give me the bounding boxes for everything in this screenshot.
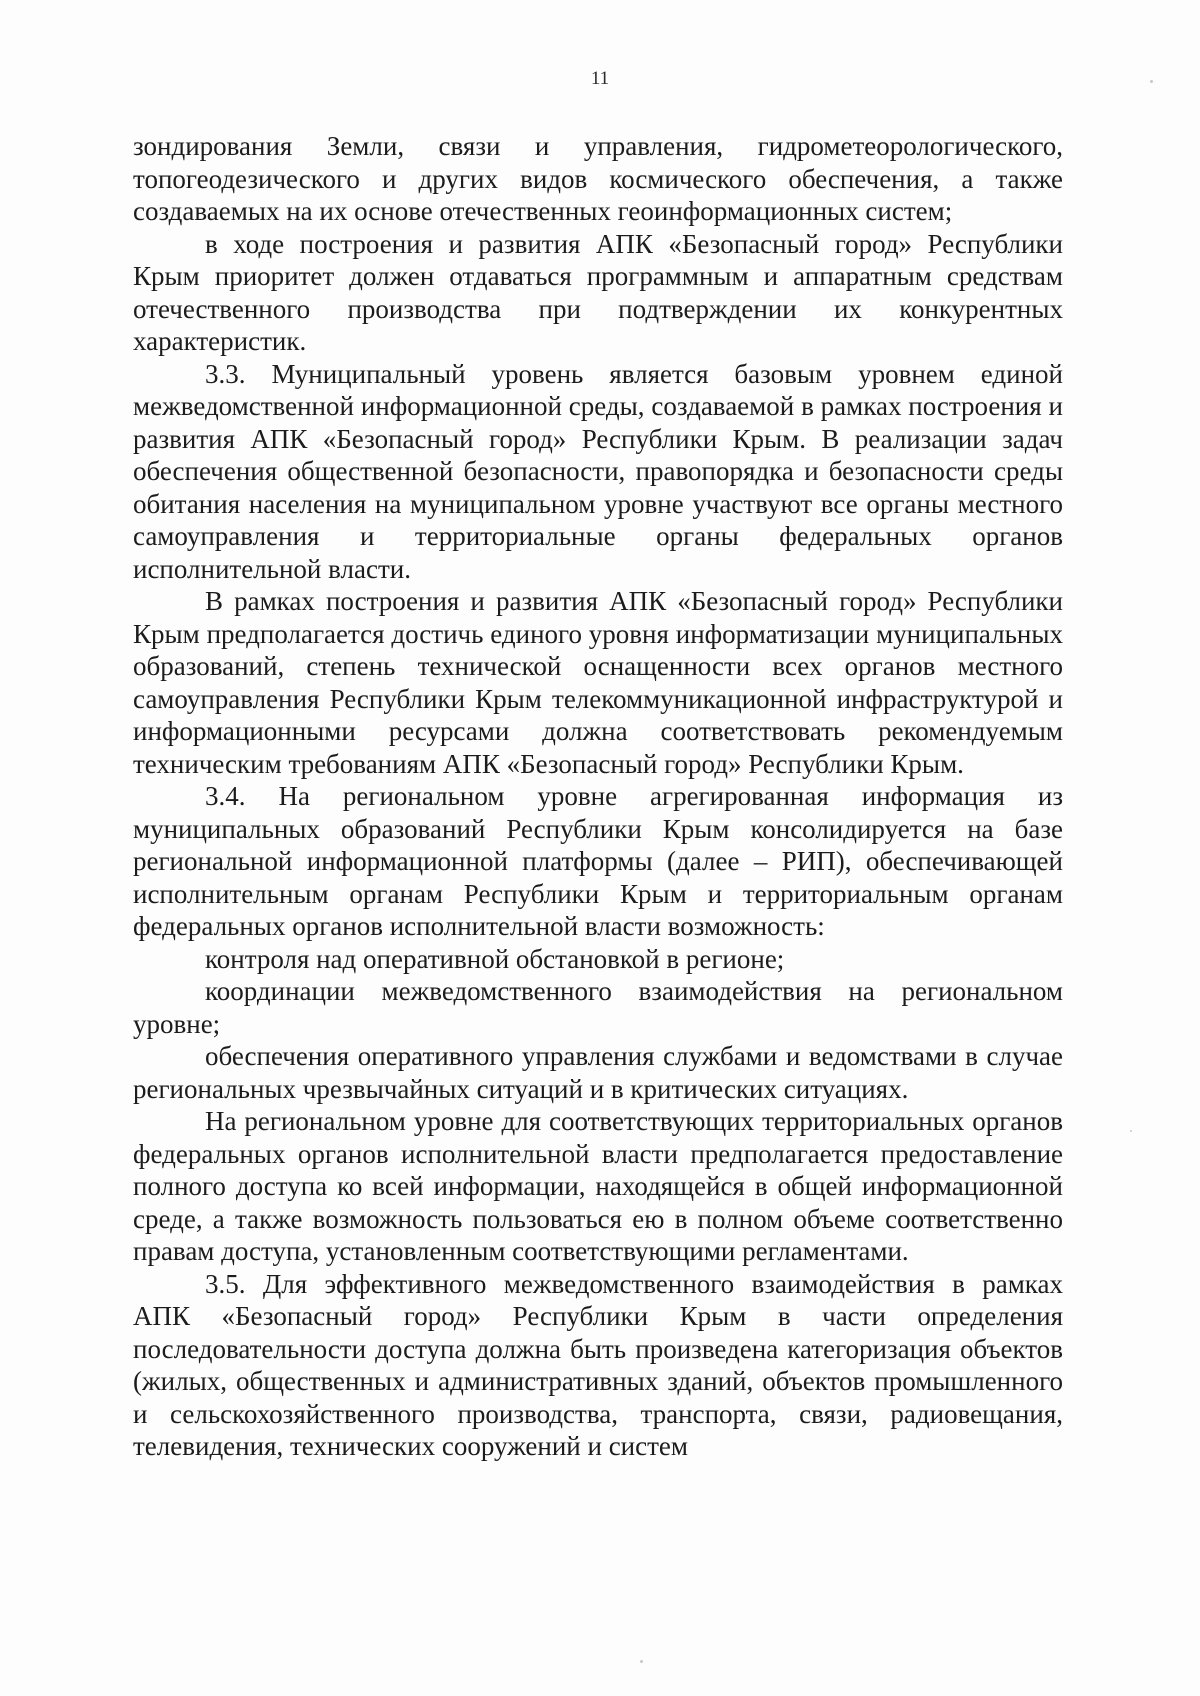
paragraph: в ходе построения и развития АПК «Безопасный город» Республики Крым приоритет должен отдаваться программным и аппаратным средствам отечественного производства при подтверждении их конкурентных характеристик. bbox=[133, 228, 1063, 356]
scan-speck bbox=[1130, 1130, 1132, 1132]
paragraph: В рамках построения и развития АПК «Безопасный город» Республики Крым предполагается достичь единого уровня информатизации муниципальных образований, степень технической оснащенности всех органов местного самоуправления Республики Крым телекоммуникационной инфраструктурой и информационными ресурсами должна соответствовать рекомендуемым техническим требованиям АПК «Безопасный город» Республики Крым. bbox=[133, 586, 1063, 779]
paragraph: контроля над оперативной обстановкой в регионе; bbox=[205, 943, 785, 974]
paragraph: 3.3. Муниципальный уровень является базовым уровнем единой межведомственной информационной среды, создаваемой в рамках построения и развития АПК «Безопасный город» Республики Крым. В реализации задач обеспечения общественной безопасности, правопорядка и безопасности среды обитания населения на муниципальном уровне участвуют все органы местного самоуправления и территориальные органы федеральных органов исполнительной власти. bbox=[133, 358, 1063, 584]
scan-speck bbox=[1150, 80, 1153, 83]
paragraph: 3.5. Для эффективного межведомственного взаимодействия в рамках АПК «Безопасный город» Республики Крым в части определения последовательности доступа должна быть произведена категоризация объектов (жилых, общественных и административных зданий, объектов промышленного и сельскохозяйственного производства, транспорта, связи, радиовещания, телевидения, технических сооружений и систем bbox=[133, 1268, 1063, 1461]
paragraph: обеспечения оперативного управления службами и ведомствами в случае региональных чрезвычайных ситуаций и в критических ситуациях. bbox=[133, 1041, 1063, 1104]
paragraph: На региональном уровне для соответствующих территориальных органов федеральных органов исполнительной власти предполагается предоставление полного доступа ко всей информации, находящейся в общей информационной среде, а также возможность пользоваться ею в полном объеме соответственно правам доступа, установленным соответствующими регламентами. bbox=[133, 1106, 1063, 1266]
paragraph: 3.4. На региональном уровне агрегированная информация из муниципальных образований Республики Крым консолидируется на базе региональной информационной платформы (далее – РИП), обеспечивающей исполнительным органам Республики Крым и территориальным органам федеральных органов исполнительной власти возможность: bbox=[133, 781, 1063, 941]
paragraph: зондирования Земли, связи и управления, гидрометеорологического, топогеодезического и других видов космического обеспечения, а также создаваемых на их основе отечественных геоинформационных систем; bbox=[133, 131, 1063, 226]
document-body bbox=[133, 130, 1063, 1463]
page-number: 11 bbox=[590, 68, 610, 89]
paragraph: координации межведомственного взаимодействия на региональном уровне; bbox=[133, 976, 1063, 1039]
scan-speck bbox=[640, 1660, 643, 1663]
